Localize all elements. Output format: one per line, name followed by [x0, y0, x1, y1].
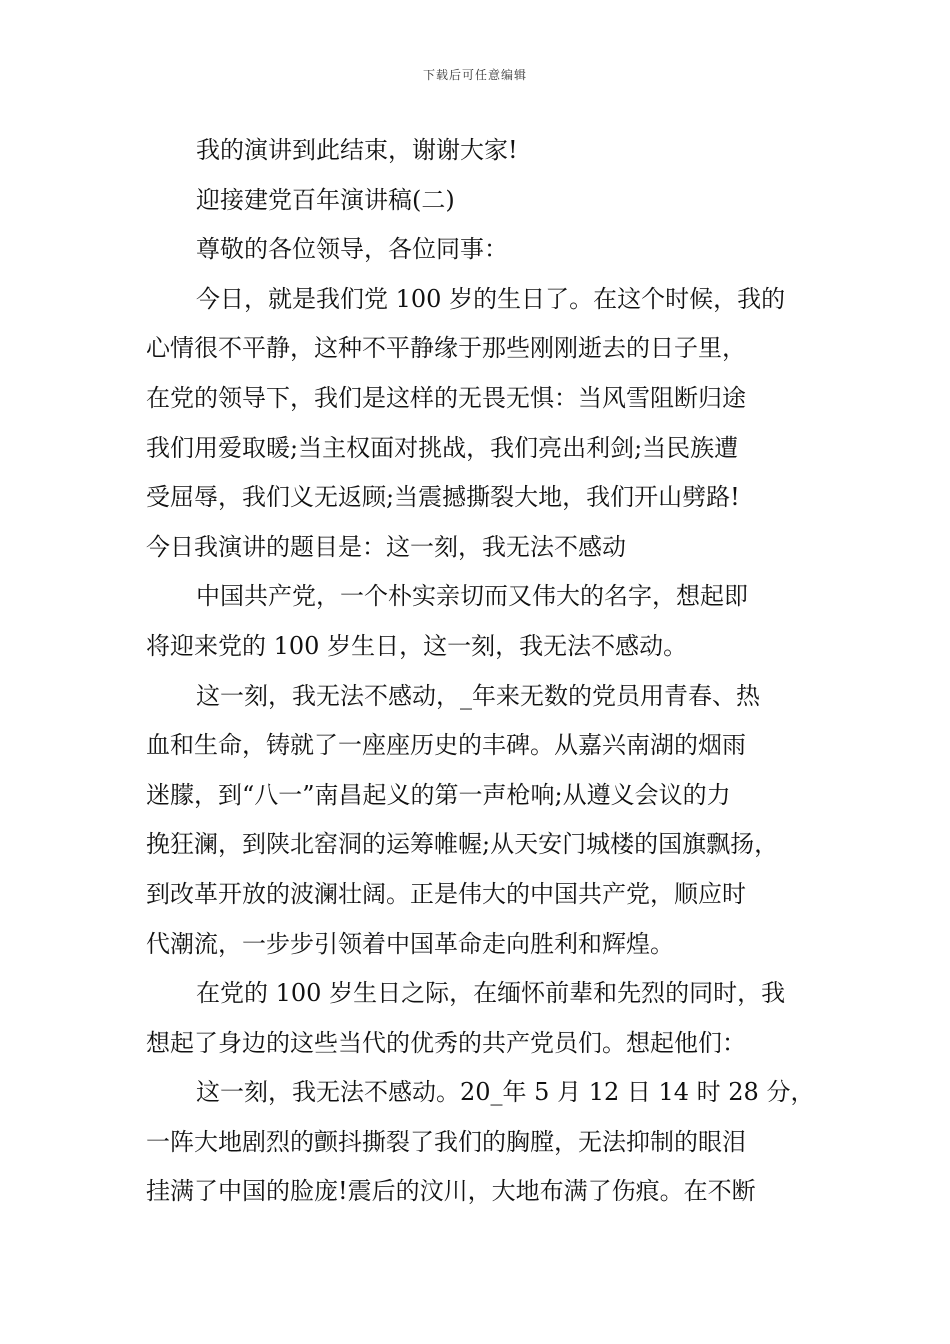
text-line: 我们用爱取暖;当主权面对挑战，我们亮出利剑;当民族遭 [146, 433, 739, 462]
text-line: 想起了身边的这些当代的优秀的共产党员们。想起他们： [146, 1028, 746, 1057]
text-line: 受屈辱，我们义无返顾;当震撼撕裂大地，我们开山劈路! [146, 483, 740, 512]
text-line: 心情很不平静，这种不平静缘于那些刚刚逝去的日子里， [146, 334, 746, 363]
text-line: 将迎来党的 100 岁生日，这一刻，我无法不感动。 [146, 631, 688, 660]
text-line: 一阵大地剧烈的颤抖撕裂了我们的胸膛，无法抑制的眼泪 [146, 1127, 746, 1156]
text-line: 中国共产党，一个朴实亲切而又伟大的名字，想起即 [196, 582, 748, 611]
salutation: 尊敬的各位领导，各位同事： [196, 235, 508, 264]
text-line: 迷朦，到“八一”南昌起义的第一声枪响;从遵义会议的力 [146, 780, 731, 809]
header-note: 下载后可任意编辑 [422, 68, 527, 82]
text-line: 到改革开放的波澜壮阔。正是伟大的中国共产党，顺应时 [146, 879, 746, 908]
text-line: 今日我演讲的题目是：这一刻，我无法不感动 [146, 532, 626, 561]
section-title: 迎接建党百年演讲稿(二) [196, 185, 455, 214]
text-line: 挽狂澜，到陕北窑洞的运筹帷幄;从天安门城楼的国旗飘扬， [146, 830, 779, 859]
text-line: 挂满了中国的脸庞!震后的汶川，大地布满了伤痕。在不断 [146, 1177, 756, 1206]
document-body [146, 126, 815, 1217]
text-line: 在党的领导下，我们是这样的无畏无惧：当风雪阻断归途 [146, 383, 746, 412]
text-line: 在党的 100 岁生日之际，在缅怀前辈和先烈的同时，我 [196, 979, 786, 1008]
text-line: 这一刻，我无法不感动，_年来无数的党员用青春、热 [196, 681, 760, 710]
text-line: 代潮流，一步步引领着中国革命走向胜利和辉煌。 [146, 929, 674, 958]
text-line: 我的演讲到此结束，谢谢大家! [196, 136, 518, 164]
text-line: 血和生命，铸就了一座座历史的丰碑。从嘉兴南湖的烟雨 [146, 731, 746, 760]
text-line: 这一刻，我无法不感动。20_年 5 月 12 日 14 时 28 分， [196, 1078, 815, 1107]
text-line: 今日，就是我们党 100 岁的生日了。在这个时候，我的 [196, 284, 786, 313]
